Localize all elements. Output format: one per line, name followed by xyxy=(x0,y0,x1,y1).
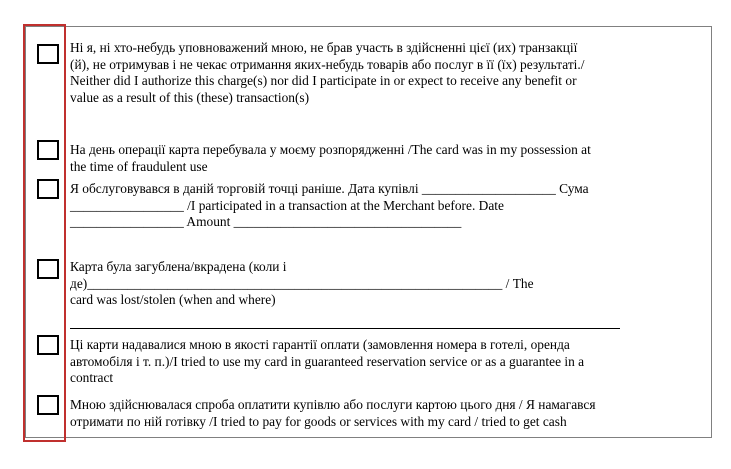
item-guarantee-text: Ці карти надавалися мною в якості гарантії оплати (замовлення номера в готелі, оренда автомобіля і т. п.)/I tried to use my card in guaranteed reservation service or as a guarantee in a contract xyxy=(70,337,585,385)
item-not-authorized-text: Ні я, ні хто-небудь уповноважений мною, не брав участь в здійсненні цієї (их) транзакції (й), не отримував і не чекає отримання яких-небудь товарів або послуг в її (їх) результаті./ Neither did I authorize this charge(s) nor did I participate in or expect to receive any benefit or value as a result of this (these) transaction(s) xyxy=(70,40,585,105)
item-card-in-possession-text: На день операції карта перебувала у моєму розпорядженні /The card was in my possession at the time of fraudulent use xyxy=(70,142,591,174)
item-prior-transaction-text: Я обслуговувався в даній торговій точці раніше. Дата купівлі ____________________ Сума _________________ /I participated in a transaction at the Merchant before. Date _________________ Amount __________________________________ xyxy=(70,181,589,229)
lost-stolen-details-line[interactable] xyxy=(70,328,620,329)
item-tried-to-pay-text: Мною здійснювалася спроба оплатити купівлю або послуги картою цього дня / Я намагався отримати по ній готівку /I tried to pay for goods or services with my card / tried to get cash xyxy=(70,397,596,429)
item-card-lost-stolen-text: Карта була загублена/вкрадена (коли і де)______________________________________________________________ / The card was lost/stolen (when and where) xyxy=(70,259,534,307)
checkbox-column-highlight xyxy=(23,24,66,442)
